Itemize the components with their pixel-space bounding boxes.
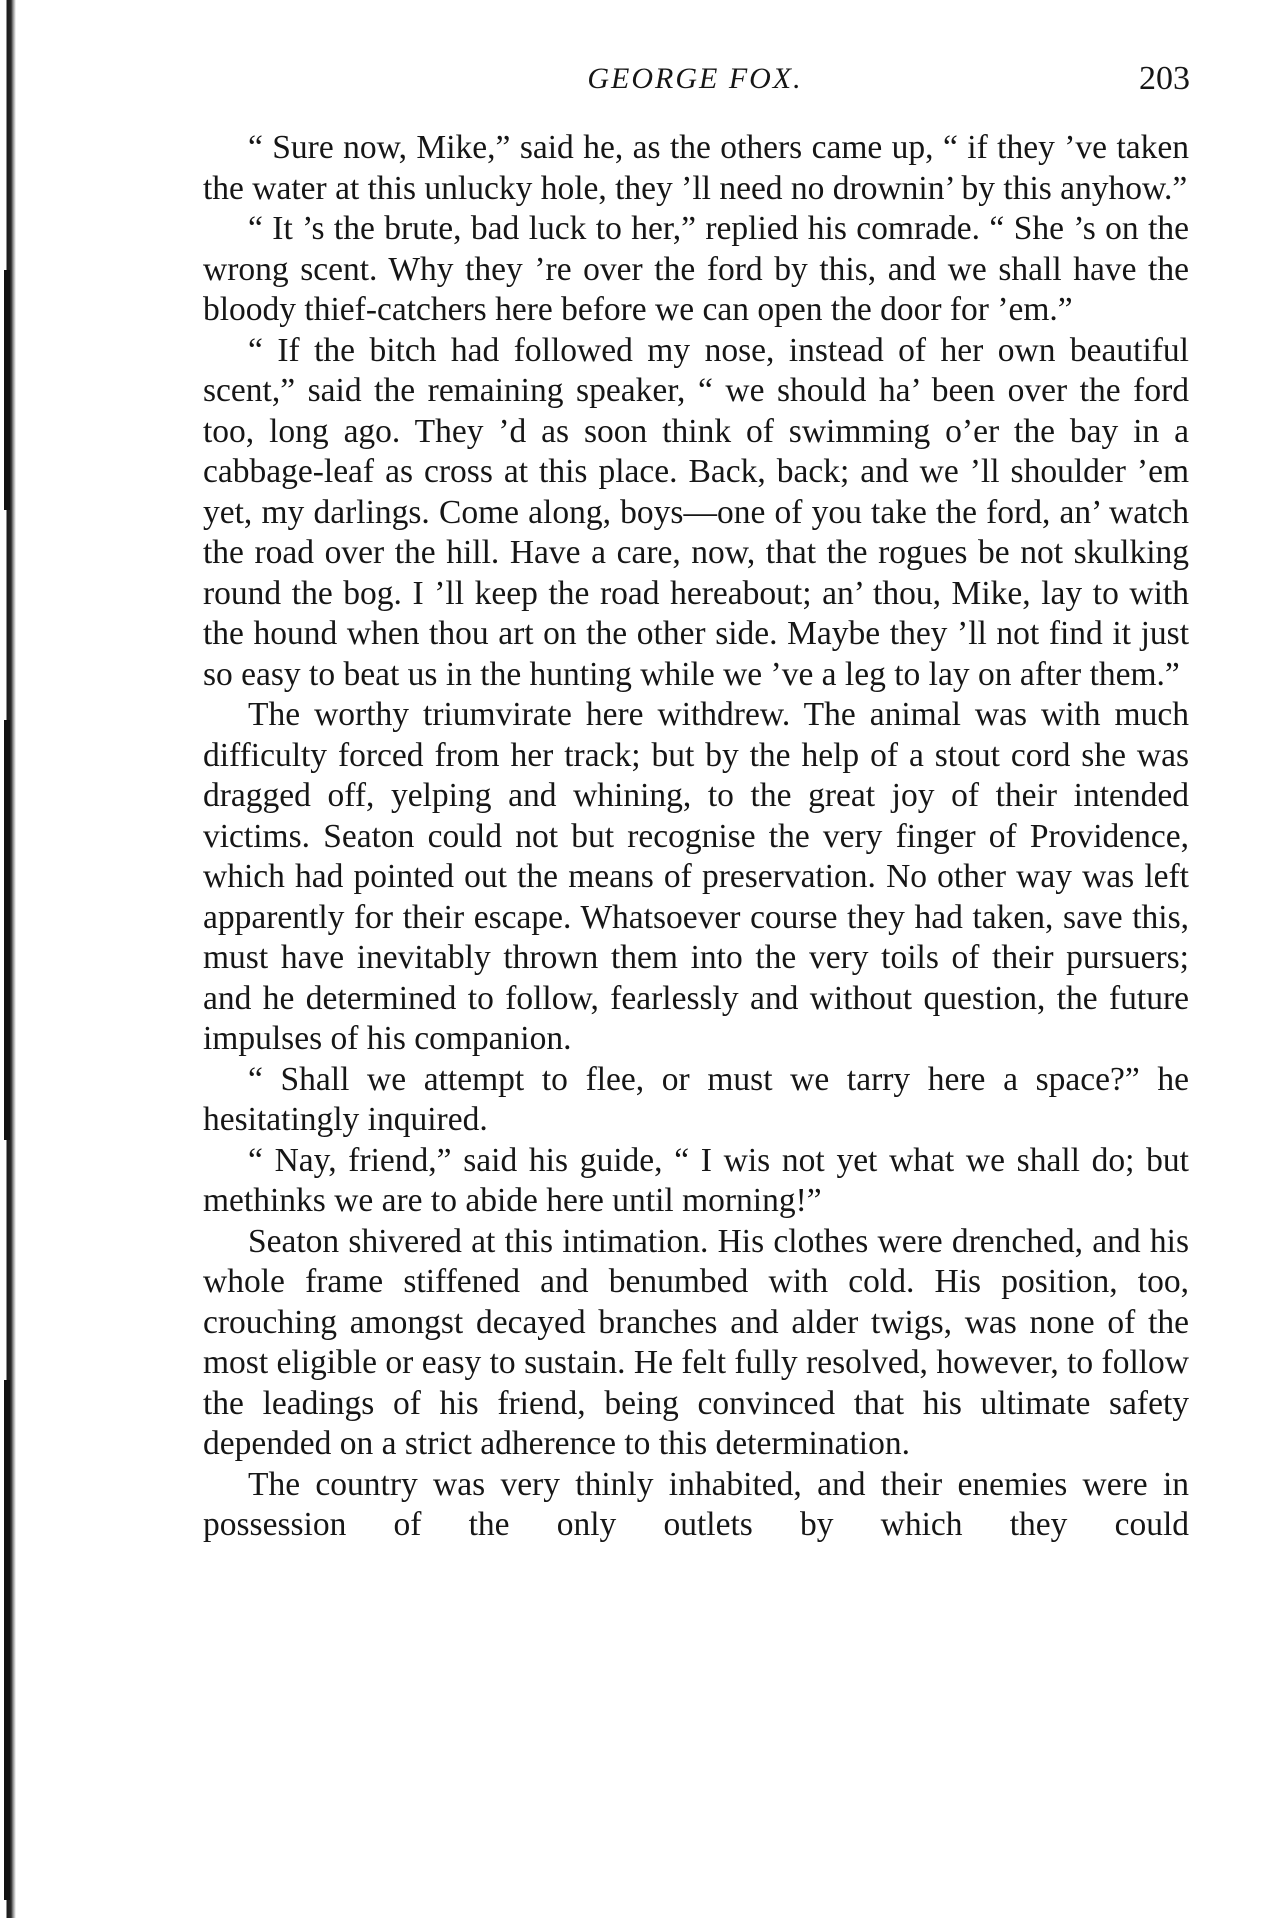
paragraph: “ If the bitch had followed my nose, instead of her own beautiful scent,” said the remaining speaker, “ we should ha’ been over the ford too, long ago. They ’d as soon think of swimming o’er the bay in a cabbage-leaf as cross at this place. Back, back; and we ’ll shoulder ’em yet, my darlings. Come along, boys—one of you take the ford, an’ watch the road over the hill. Have a care, now, that the rogues be not skulking round the bog. I ’ll keep the road hereabout; an’ thou, Mike, lay to with the hound when thou art on the other side. Maybe they ’ll not find it just so easy to beat us in the hunting while we ’ve a leg to lay on after them.” xyxy=(203,331,1189,693)
gutter-shadow xyxy=(4,270,10,510)
paragraph: “ Shall we attempt to flee, or must we tarry here a space?” he hesitatingly inquired. xyxy=(203,1060,1189,1138)
paragraph: The country was very thinly inhabited, and their enemies were in possession of the only outlets by which they could xyxy=(203,1465,1189,1543)
paragraph: “ It ’s the brute, bad luck to her,” replied his comrade. “ She ’s on the wrong scent. Why they ’re over the ford by this, and we shall have the bloody thief-catchers here before we can open the door for ’em.” xyxy=(203,210,1189,328)
paragraph: Seaton shivered at this intimation. His clothes were drenched, and his whole frame stiffened and benumbed with cold. His position, too, crouching amongst decayed branches and alder twigs, was none of the most eligible or easy to sustain. He felt fully resolved, however, to follow the leadings of his friend, being convinced that his ultimate safety depended on a strict adherence to this determination. xyxy=(203,1222,1189,1462)
gutter-shadow xyxy=(4,1380,10,1900)
page-header xyxy=(200,62,1190,102)
paragraph: The worthy triumvirate here withdrew. The animal was with much difficulty forced from her track; but by the help of a stout cord she was dragged off, yelping and whining, to the great joy of their intended victims. Seaton could not but recognise the very finger of Providence, which had pointed out the means of preservation. No other way was left apparently for their escape. Whatsoever course they had taken, save this, must have inevitably thrown them into the very toils of their pursuers; and he determined to follow, fearlessly and without question, the future impulses of his companion. xyxy=(203,696,1189,1057)
running-title: GEORGE FOX. xyxy=(587,62,803,95)
gutter-shadow xyxy=(4,720,10,1140)
paragraph: “ Sure now, Mike,” said he, as the others came up, “ if they ’ve taken the water at this unlucky hole, they ’ll need no drownin’ by this anyhow.” xyxy=(203,129,1189,207)
body-text xyxy=(203,128,1189,1546)
page-number: 203 xyxy=(1139,60,1190,97)
paragraph: “ Nay, friend,” said his guide, “ I wis not yet what we shall do; but methinks we are to abide here until morning!” xyxy=(203,1141,1189,1219)
